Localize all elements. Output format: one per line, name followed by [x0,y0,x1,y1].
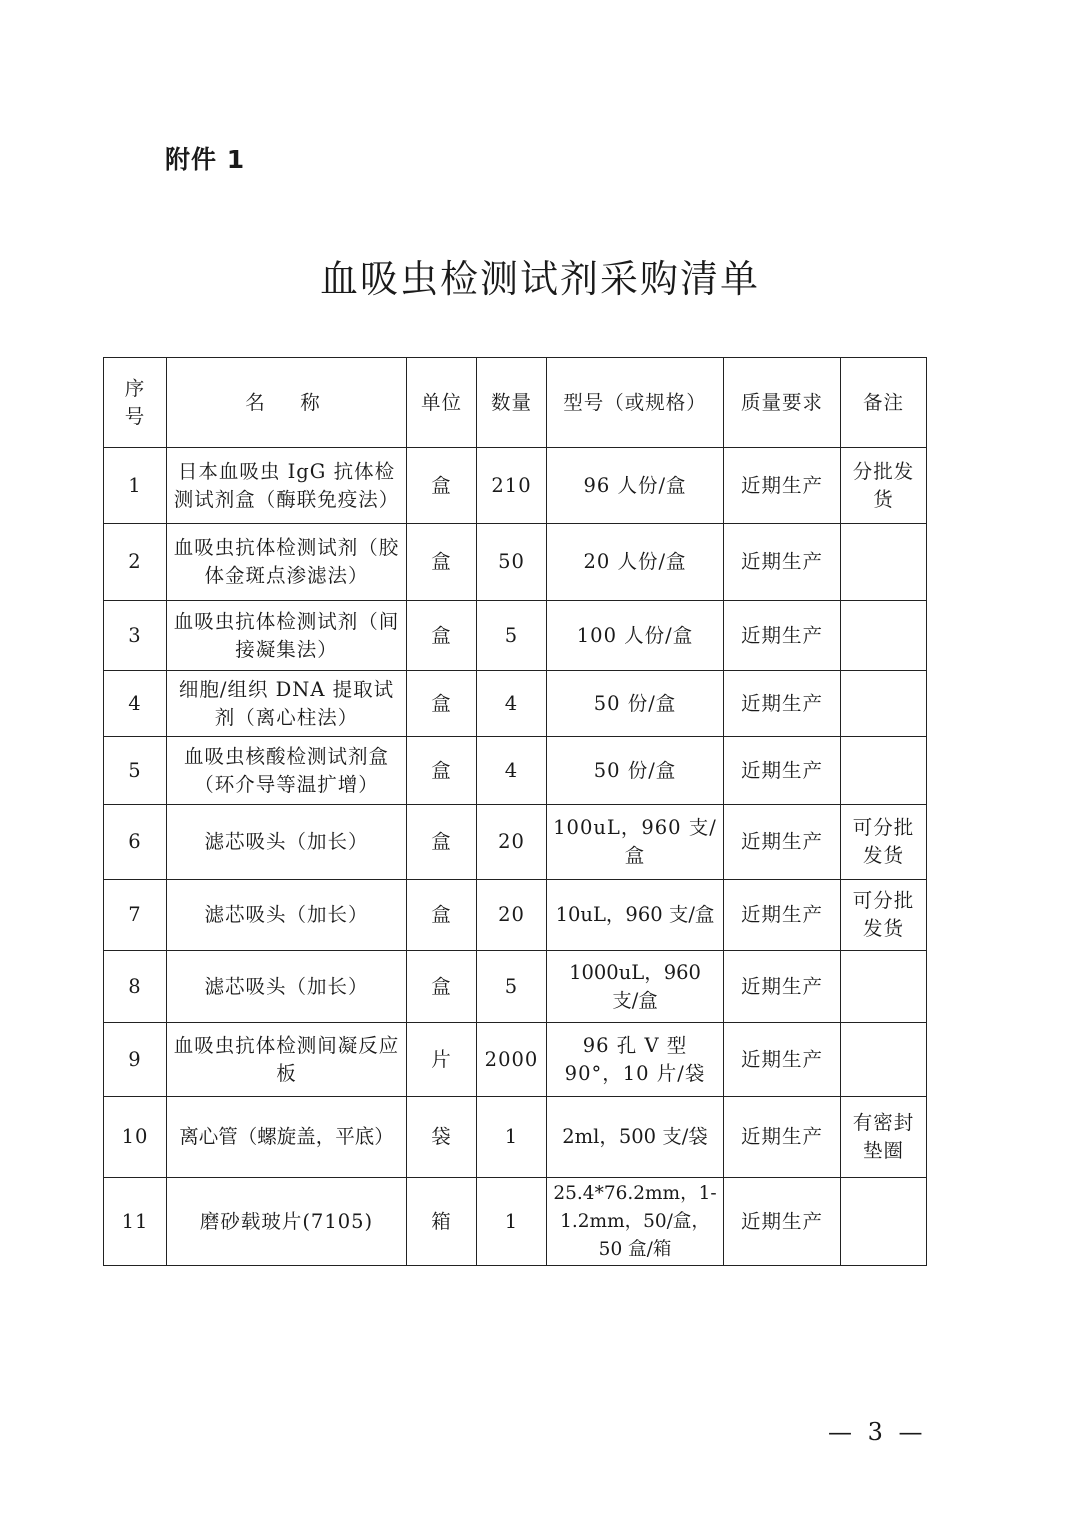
cell-quality: 近期生产 [724,671,841,737]
cell-notes: 有密封垫圈 [841,1097,927,1178]
cell-spec: 100uL，960 支/盒 [547,805,724,880]
cell-spec: 25.4*76.2mm，1-1.2mm，50/盒，50 盒/箱 [547,1178,724,1266]
cell-quality: 近期生产 [724,448,841,524]
page-number: — 3 — [828,1418,927,1446]
column-header-name: 名 称 [167,358,407,448]
cell-notes: 可分批发货 [841,880,927,951]
cell-index: 1 [104,448,167,524]
cell-quality: 近期生产 [724,951,841,1023]
cell-unit: 盒 [407,448,477,524]
table-row [104,951,927,1023]
cell-qty: 20 [477,880,547,951]
cell-name: 日本血吸虫 IgG 抗体检测试剂盒（酶联免疫法） [167,448,407,524]
cell-notes [841,524,927,601]
cell-quality: 近期生产 [724,524,841,601]
cell-unit: 箱 [407,1178,477,1266]
cell-name: 细胞/组织 DNA 提取试剂（离心柱法） [167,671,407,737]
cell-name: 磨砂载玻片(7105) [167,1178,407,1266]
cell-quality: 近期生产 [724,1097,841,1178]
cell-index: 7 [104,880,167,951]
column-header-spec: 型号（或规格） [547,358,724,448]
cell-notes: 分批发货 [841,448,927,524]
cell-notes [841,951,927,1023]
cell-name: 滤芯吸头（加长） [167,880,407,951]
table-row [104,1178,927,1266]
table-row [104,448,927,524]
cell-spec: 50 份/盒 [547,671,724,737]
cell-unit: 片 [407,1023,477,1097]
cell-name: 血吸虫核酸检测试剂盒（环介导等温扩增） [167,737,407,805]
cell-index: 6 [104,805,167,880]
cell-spec: 96 人份/盒 [547,448,724,524]
table-row [104,737,927,805]
cell-name: 滤芯吸头（加长） [167,805,407,880]
cell-index: 4 [104,671,167,737]
table-row [104,524,927,601]
cell-name: 滤芯吸头（加长） [167,951,407,1023]
cell-qty: 50 [477,524,547,601]
cell-unit: 盒 [407,671,477,737]
cell-qty: 4 [477,671,547,737]
cell-unit: 盒 [407,880,477,951]
table-row [104,880,927,951]
cell-spec: 50 份/盒 [547,737,724,805]
cell-name: 离心管（螺旋盖，平底） [167,1097,407,1178]
cell-index: 5 [104,737,167,805]
column-header-unit: 单位 [407,358,477,448]
cell-notes [841,737,927,805]
cell-unit: 盒 [407,524,477,601]
cell-quality: 近期生产 [724,737,841,805]
document-title: 血吸虫检测试剂采购清单 [319,257,760,301]
column-header-notes: 备注 [841,358,927,448]
table-row [104,1023,927,1097]
cell-index: 3 [104,601,167,671]
cell-quality: 近期生产 [724,1178,841,1266]
cell-spec: 2ml，500 支/袋 [547,1097,724,1178]
cell-qty: 2000 [477,1023,547,1097]
cell-spec: 96 孔 V 型 90°，10 片/袋 [547,1023,724,1097]
table-header-row [104,358,927,448]
table-row [104,671,927,737]
table-row [104,1097,927,1178]
cell-notes [841,671,927,737]
column-header-index: 序号 [104,358,167,448]
cell-quality: 近期生产 [724,805,841,880]
cell-unit: 袋 [407,1097,477,1178]
cell-name: 血吸虫抗体检测试剂（间接凝集法） [167,601,407,671]
cell-notes [841,601,927,671]
cell-index: 2 [104,524,167,601]
table-row [104,805,927,880]
cell-qty: 1 [477,1178,547,1266]
cell-quality: 近期生产 [724,1023,841,1097]
cell-unit: 盒 [407,601,477,671]
cell-unit: 盒 [407,805,477,880]
cell-qty: 5 [477,951,547,1023]
cell-name: 血吸虫抗体检测试剂（胶体金斑点渗滤法） [167,524,407,601]
cell-index: 9 [104,1023,167,1097]
procurement-table [103,357,927,1266]
cell-spec: 10uL，960 支/盒 [547,880,724,951]
cell-qty: 4 [477,737,547,805]
cell-index: 8 [104,951,167,1023]
cell-qty: 20 [477,805,547,880]
cell-notes: 可分批发货 [841,805,927,880]
cell-unit: 盒 [407,951,477,1023]
table-row [104,601,927,671]
column-header-quality: 质量要求 [724,358,841,448]
cell-notes [841,1023,927,1097]
cell-qty: 1 [477,1097,547,1178]
column-header-qty: 数量 [477,358,547,448]
cell-qty: 5 [477,601,547,671]
cell-spec: 1000uL，960 支/盒 [547,951,724,1023]
cell-name: 血吸虫抗体检测间凝反应板 [167,1023,407,1097]
cell-spec: 20 人份/盒 [547,524,724,601]
cell-quality: 近期生产 [724,601,841,671]
cell-index: 10 [104,1097,167,1178]
cell-quality: 近期生产 [724,880,841,951]
cell-qty: 210 [477,448,547,524]
cell-notes [841,1178,927,1266]
attachment-label: 附件 1 [165,145,246,174]
cell-unit: 盒 [407,737,477,805]
cell-index: 11 [104,1178,167,1266]
cell-spec: 100 人份/盒 [547,601,724,671]
